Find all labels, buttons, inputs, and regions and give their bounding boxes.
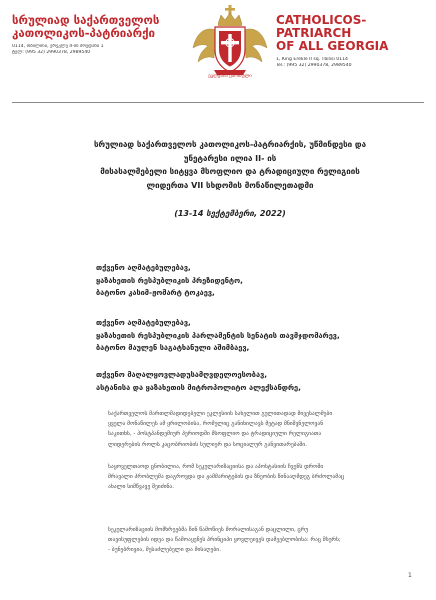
letterhead-phone-ka: ტელ: (995 32) 2990378, 2989540 [12,50,91,56]
addressee-line: ბატონო მაულენ საგატხანული აშიმბაევ, [96,343,250,353]
heading-line: სრულიად საქართველოს კათოლიკოს-პატრიარქის, უწმინდესი და [93,140,367,149]
body-paragraph-1 [108,409,406,450]
addressee-line: თქვენო აღმატებულებავ, [96,318,191,327]
paragraph-line: ლიდერების როლს კაცობრიობის სულიერ და სოციალურ განვითარებაში. [108,441,307,448]
paragraph-line: საქართველოს მართლმადიდებელი ეკლესიის სახელით გულითადად მივესალმები [108,411,333,417]
heading-line: ლიდერთა VII სხდომის მონაწილეთადმი [146,180,314,190]
heading-line: უნეტარესი ილია II- ის [183,153,277,163]
letterhead-georgian [12,14,188,57]
addressee-line: ყაზახეთის რესპუბლიკის პრეზიდენტო, [96,275,243,285]
document-heading [60,138,400,192]
paragraph-line: საკითხს, - პოსტპანდემიურ პერიოდში მსოფლიო და ტრადიციული რელიგიათა [108,431,322,438]
addressee-metropolitan [96,369,416,394]
addressee-line: ბატონო კასიმ-ჟომარტ ტოკაევ, [96,288,215,298]
addressee-line: ასტანისა და ყაზახეთის მიტროპოლიტო ალექსანდრე, [96,382,301,392]
letterhead-address-en: 1, King Erekle II sq. Tbilisi 0114 [276,57,348,62]
page-number: 1 [408,572,412,579]
letterhead-title-ka-line2: კათოლიკოს-პატრიარქი [12,26,156,40]
addressee-line: თქვენო მაღალყოვლადუსამღვდელოესობავ, [96,370,268,379]
crest-caption: ეკლესია ქართული [208,74,252,79]
heading-line: მისასალმებელი სიტყვა მსოფლიო და ტრადიციული რელიგიის [100,167,360,176]
paragraph-line: მრავალი პრობლემა დაგროვდა და ჟამმარიტების და ზნეობის წინააღმდეგ ბრძოლამაც [108,474,345,481]
document-date: (13-14 სექტემბერი, 2022) [174,209,286,218]
paragraph-line: საყოველთაოდ ცნობილია, რომ სეკულარიზაციისა და აპოსტასიის ჩვენს დროში [108,464,324,470]
paragraph-line: - ბუნებრივია, მესაძლებელი და მისაღები. [108,547,221,554]
addressee-president [96,262,416,300]
body-paragraph-3 [108,525,406,556]
letterhead-phone-en: Tel.: (995 32) 2990378, 2989540 [276,63,352,69]
letterhead-title-ka-line1: სრულიად საქართველოს [12,13,160,27]
letterhead-title-en-line1: CATHOLICOS-PATRIARCH [276,13,367,40]
letterhead-title-en-line2: OF ALL GEORGIA [276,39,389,53]
paragraph-line: სეკულარიზაციის მომხრეებმა წინ წამოწიეს მორალისაგან დაცლილი, ცრუ [108,527,309,533]
paragraph-line: თავისუფლების იდეა და წამოაყენეს პრინციპი ყოვლეივეს დამეებლობისა: რაც მსურს; [108,537,341,544]
addressee-line: ყაზახეთის რესპუბლიკის პარლამენტის სენატის თავმჯდომარევ, [96,330,340,340]
letterhead-address-ka: 0114, თბილისი, ერეკლე II-ის მოედანი 1 [12,44,104,49]
paragraph-line: ყველა მონაწილეს ამ ყრილობისა, რომელიც განიხილავს მეტად მნიშვნელოვან [108,421,324,428]
body-paragraph-2 [108,462,406,493]
addressee-senate-chair [96,317,416,355]
paragraph-line: ახალი სიმწვავე შეიძინა. [108,484,175,491]
letterhead-english [276,14,428,70]
addressee-line: თქვენო აღმატებულებავ, [96,263,191,272]
letterhead-divider [12,102,424,103]
